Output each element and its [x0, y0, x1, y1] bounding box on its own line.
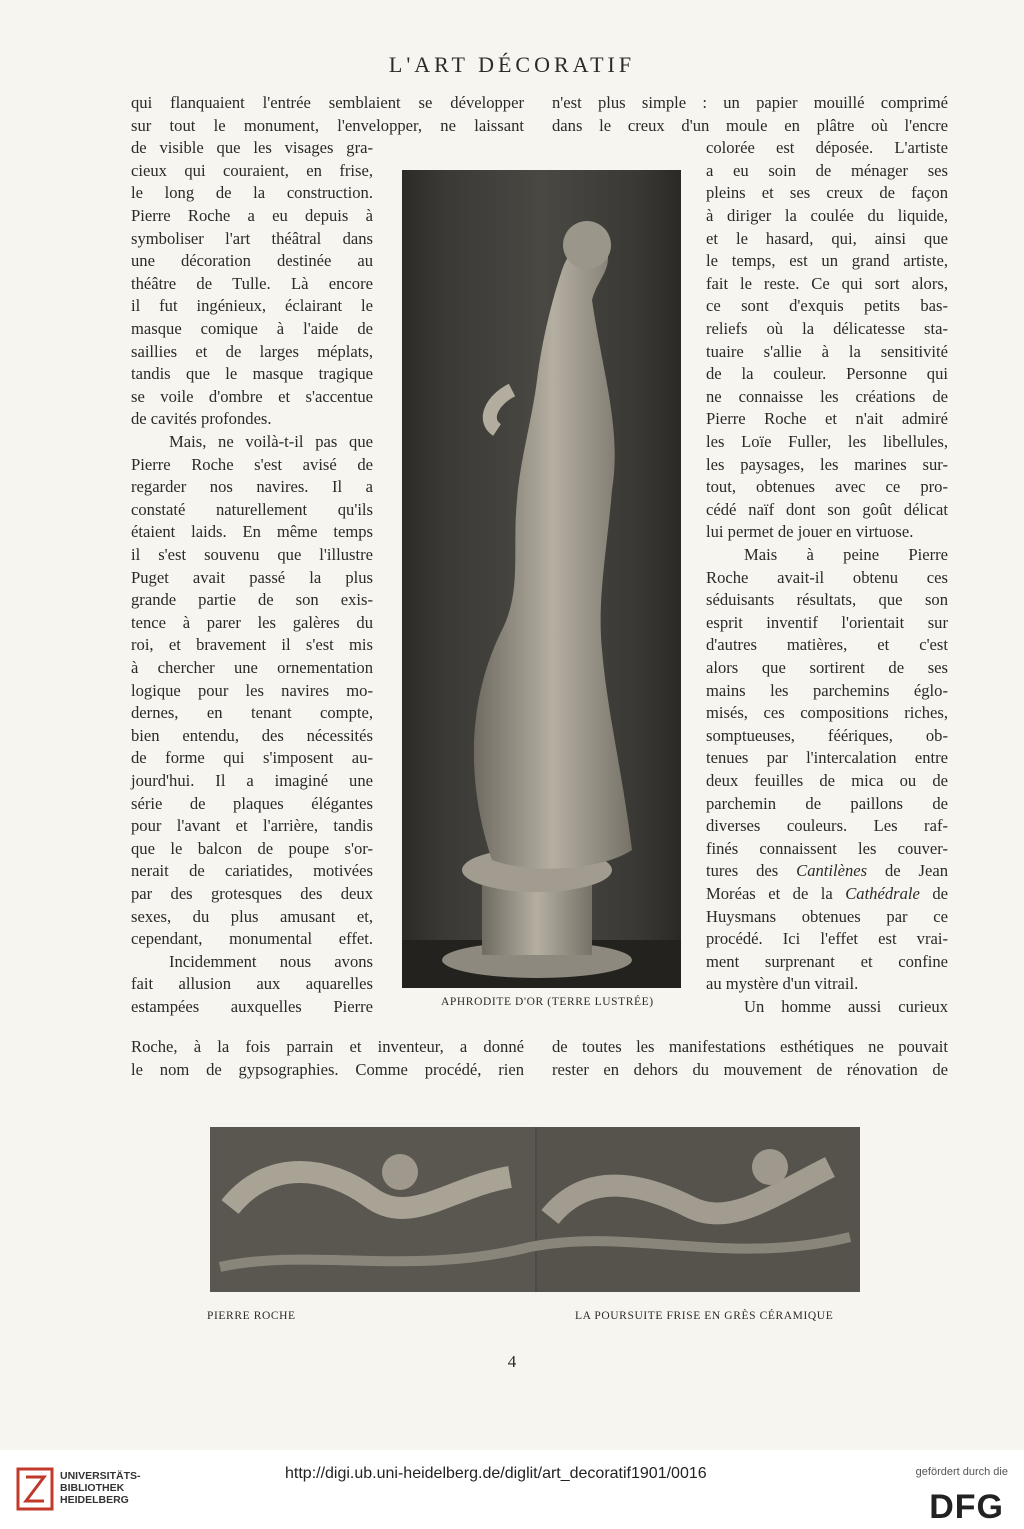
text-line: parchemin de paillons de — [706, 793, 948, 813]
text-line: il s'est souvenu que l'illustre — [131, 545, 373, 564]
text-line: théâtre de Tulle. Là encore — [131, 273, 373, 293]
text-line: étaient laids. En même temps — [131, 522, 373, 542]
frieze-caption-artist: PIERRE ROCHE — [207, 1310, 296, 1322]
text-line: Roche avait-il obtenu ces — [706, 567, 948, 587]
library-name-line1: UNIVERSITÄTS- — [60, 1470, 141, 1482]
text-line: par des grotesques des deux — [131, 884, 373, 903]
text-line: diverses couleurs. Les raf- — [706, 816, 948, 836]
text-line: Huysmans obtenues par ce — [706, 906, 948, 926]
text-line: pleins et ses creux de façon — [706, 183, 948, 203]
text-line: tenues par l'intercalation entre — [706, 748, 948, 768]
text-line: Pierre Roche et n'ait admiré — [706, 409, 948, 429]
text-line: les Loïe Fuller, les libellules, — [706, 432, 948, 451]
text-line: masque comique à l'aide de — [131, 319, 373, 338]
text-line: symboliser l'art théâtral dans — [131, 228, 373, 248]
text-line: alors que sortirent de ses — [706, 658, 948, 677]
text-line: regarder nos navires. Il a — [131, 477, 373, 497]
text-line: deux feuilles de mica ou de — [706, 771, 948, 790]
aphrodite-statue-photo — [402, 170, 681, 988]
text-line: tuaire s'allie à la sensitivité — [706, 341, 948, 361]
text-line: Roche, à la fois parrain et inventeur, a donné — [131, 1037, 524, 1056]
text-line: de cavités profondes. — [131, 409, 272, 429]
text-line: a eu soin de ménager ses — [706, 160, 948, 180]
figure-caption: APHRODITE D'OR (TERRE LUSTRÉE) — [441, 996, 654, 1008]
text-line: ment surprenant et confine — [706, 951, 948, 971]
text-line: tandis que le masque tragique — [131, 364, 373, 384]
text-line: ne connaisse les créations de — [706, 386, 948, 406]
text-line: grande partie de son exis- — [131, 590, 373, 610]
text-line: le nom de gypsographies. Comme procédé, rien — [131, 1059, 524, 1079]
text-line: Puget avait passé la plus — [131, 567, 373, 587]
text-line: fait le reste. Ce qui sort alors, — [706, 273, 948, 293]
text-line: lui permet de jouer en virtuose. — [706, 522, 914, 542]
text-line: Un homme aussi curieux — [744, 997, 948, 1016]
text-line: finés connaissent les couver- — [706, 838, 948, 858]
text-line: ce sont d'exquis petits bas- — [706, 296, 948, 316]
italic-title: Cantilènes — [796, 861, 868, 881]
text-line: il fut ingénieux, éclairant le — [131, 296, 373, 316]
text-line: Pierre Roche s'est avisé de — [131, 454, 373, 474]
text-line: de toutes les manifestations esthétiques ne pouvait — [552, 1037, 948, 1056]
text-run: de — [919, 884, 948, 903]
text-line: de la couleur. Personne qui — [706, 364, 948, 384]
text-line: saillies et de larges méplats, — [131, 341, 373, 361]
text-line: nerait de cariatides, motivées — [131, 861, 373, 881]
text-line: procédé. Ici l'effet est vrai- — [706, 929, 948, 949]
text-line: misés, ces compositions riches, — [706, 703, 948, 723]
frieze-illustration — [210, 1127, 860, 1292]
text-line: se voile d'ombre et s'accentue — [131, 386, 373, 406]
text-run: tures des — [706, 861, 797, 881]
text-line: et le hasard, qui, ainsi que — [706, 228, 948, 248]
running-head: L'ART DÉCORATIF — [388, 52, 636, 77]
library-name-line3: HEIDELBERG — [60, 1494, 129, 1506]
text-line: dernes, en tenant compte, — [131, 703, 373, 723]
text-run: de Jean — [867, 861, 948, 881]
text-line — [706, 860, 948, 883]
text-line: le temps, est un grand artiste, — [706, 251, 948, 271]
text-line: qui flanquaient l'entrée semblaient se développer — [131, 93, 524, 112]
text-line — [706, 883, 948, 906]
frieze-caption-title: LA POURSUITE FRISE EN GRÈS CÉRAMIQUE — [575, 1310, 834, 1322]
text-line: pour l'avant et l'arrière, tandis — [131, 816, 373, 836]
statue-illustration — [402, 170, 681, 988]
library-name — [60, 1470, 141, 1506]
library-logo-icon — [16, 1467, 54, 1511]
source-url-link[interactable]: http://digi.ub.uni-heidelberg.de/diglit/art_decoratif1901/0016 — [285, 1465, 707, 1482]
library-name-line2: BIBLIOTHEK — [60, 1482, 125, 1494]
text-line: tout, obtenues avec ce pro- — [706, 477, 948, 497]
text-line: sur tout le monument, l'envelopper, ne laissant — [131, 115, 524, 135]
text-line: le long de la construction. — [131, 183, 373, 203]
text-line: constaté naturellement qu'ils — [131, 499, 373, 519]
page-number: 4 — [507, 1352, 517, 1371]
text-run: Moréas et de la — [706, 884, 846, 903]
text-line: tence à parer les galères du — [131, 612, 373, 632]
text-line: esprit inventif l'orientait sur — [706, 612, 948, 632]
text-line: Mais, ne voilà-t-il pas que — [169, 432, 373, 451]
text-line: cependant, monumental effet. — [131, 929, 373, 949]
funder-text: gefördert durch die — [915, 1466, 1008, 1478]
text-line: que le balcon de poupe s'or- — [131, 838, 373, 858]
text-line: Incidemment nous avons — [169, 951, 373, 971]
footer-bar — [0, 1450, 1024, 1529]
text-line: d'autres matières, et c'est — [706, 635, 948, 655]
frieze-photo — [210, 1127, 860, 1292]
text-line: à chercher une ornementation — [131, 658, 373, 677]
text-line: sexes, du plus amusant et, — [131, 906, 373, 926]
text-line: somptueuses, féériques, ob- — [706, 725, 948, 745]
text-line: roi, et bravement il s'est mis — [131, 635, 373, 655]
text-line: Pierre Roche a eu depuis à — [131, 206, 373, 225]
text-line: de visible que les visages gra- — [131, 138, 373, 158]
text-line: cieux qui couraient, en frise, — [131, 160, 373, 180]
text-line: Mais à peine Pierre — [744, 545, 948, 564]
text-line: reliefs où la délicatesse sta- — [706, 319, 948, 338]
text-line: séduisants résultats, que son — [706, 590, 948, 610]
text-line: les paysages, les marines sur- — [706, 454, 948, 474]
text-line: dans le creux d'un moule en plâtre où l'encre — [552, 115, 948, 135]
text-line: jourd'hui. Il a imaginé une — [131, 771, 373, 790]
text-line: cédé naïf dont son goût délicat — [706, 499, 948, 519]
text-line: à diriger la coulée du liquide, — [706, 206, 948, 225]
text-line: mains les parchemins églo- — [706, 680, 948, 700]
text-line: logique pour les navires mo- — [131, 680, 373, 700]
italic-title: Cathédrale — [845, 884, 920, 903]
text-line: bien entendu, des nécessités — [131, 725, 373, 745]
dfg-logo: DFG — [929, 1488, 1004, 1526]
text-line: fait allusion aux aquarelles — [131, 974, 373, 994]
text-line: une décoration destinée au — [131, 251, 373, 271]
text-line: estampées auxquelles Pierre — [131, 997, 373, 1016]
text-line: colorée est déposée. L'artiste — [706, 138, 948, 158]
text-line: n'est plus simple : un papier mouillé comprimé — [552, 93, 948, 112]
text-line: de forme qui s'imposent au- — [131, 748, 373, 768]
text-line: au mystère d'un vitrail. — [706, 974, 859, 994]
text-line: rester en dehors du mouvement de rénovation de — [552, 1059, 948, 1079]
text-line: série de plaques élégantes — [131, 793, 373, 813]
